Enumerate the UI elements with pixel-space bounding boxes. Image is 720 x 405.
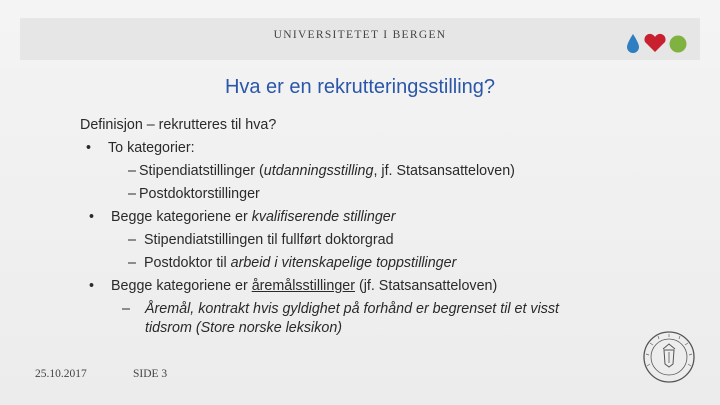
dash: – <box>122 301 130 317</box>
text: , jf. Statsansatteloven) <box>373 163 515 179</box>
categories-label: To kategorier: <box>108 140 195 156</box>
term-sub-line-2 <box>145 319 342 337</box>
category-stipendiat <box>139 162 515 180</box>
dash: – <box>128 186 136 202</box>
slide-title: Hva er en rekrutteringsstilling? <box>224 76 496 98</box>
water-drop-icon <box>627 34 639 53</box>
heart-icon <box>644 34 665 52</box>
footer-page-number: SIDE 3 <box>133 368 168 380</box>
text: Stipendiatstillinger ( <box>139 163 264 179</box>
qualifying-sub-stipendiat: Stipendiatstillingen til fullført doktorgrad <box>144 232 394 248</box>
emphasis: tidsrom (Store norske leksikon) <box>145 320 343 336</box>
uib-logo <box>626 32 688 54</box>
footer-date: 25.10.2017 <box>35 368 87 380</box>
text: Postdoktor til <box>144 255 231 271</box>
university-seal-icon <box>642 330 696 384</box>
qualifying-line <box>111 208 396 226</box>
bullet: • <box>89 209 95 225</box>
emphasis: utdanningsstilling <box>263 163 374 179</box>
category-postdoktor: Postdoktorstillinger <box>139 186 260 202</box>
qualifying-sub-postdoktor <box>144 254 456 272</box>
definition-line: Definisjon – rekrutteres til hva? <box>80 117 277 133</box>
emphasis: Åremål, kontrakt hvis gyldighet på forhånd er begrenset til et visst <box>145 301 560 317</box>
dash: – <box>128 163 136 179</box>
emphasis: kvalifiserende stillinger <box>251 209 396 225</box>
dash: – <box>128 255 136 271</box>
underlined-term: åremålsstillinger <box>251 278 355 294</box>
circle-icon <box>670 36 687 53</box>
term-line <box>111 277 497 295</box>
bullet: • <box>86 140 92 156</box>
bullet: • <box>89 278 95 294</box>
emphasis: arbeid i vitenskapelige toppstillinger <box>230 255 457 271</box>
text: Begge kategoriene er <box>111 278 252 294</box>
dash: – <box>128 232 136 248</box>
text: Begge kategoriene er <box>111 209 252 225</box>
text: (jf. Statsansatteloven) <box>354 278 498 294</box>
institution-name: UNIVERSITETET I BERGEN <box>273 29 447 41</box>
term-sub-line-1 <box>145 300 559 318</box>
